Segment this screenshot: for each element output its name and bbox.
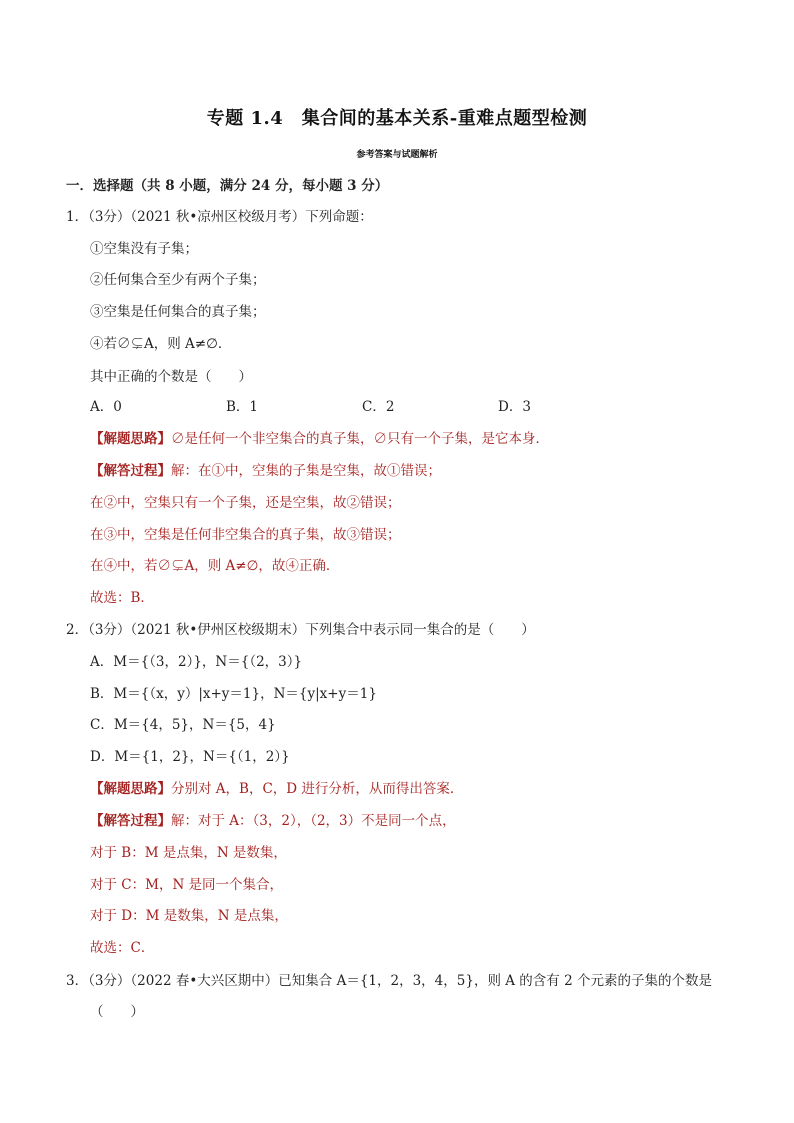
q1-process-label: 【解答过程】 bbox=[90, 463, 171, 479]
q1-option-c: C．2 bbox=[362, 399, 395, 415]
page-subtitle: 参考答案与试题解析 bbox=[356, 150, 438, 160]
q2-option-c: C．M＝{4，5}，N＝{5，4} bbox=[90, 717, 276, 733]
q1-options bbox=[90, 397, 634, 417]
q1-item-1: ①空集没有子集； bbox=[90, 241, 198, 257]
q1-ask: 其中正确的个数是（ ） bbox=[90, 369, 252, 385]
q1-option-a: A．0 bbox=[90, 399, 122, 415]
q3-stem-cont: （ ） bbox=[90, 1004, 144, 1020]
q1-answer: 故选：B． bbox=[90, 590, 154, 606]
q1-hint bbox=[90, 429, 549, 449]
q2-process-line-3: 对于 C：M，N 是同一个集合， bbox=[90, 877, 284, 893]
q1-process-line-3: 在③中，空集是任何非空集合的真子集，故③错误； bbox=[90, 527, 401, 543]
q2-hint-label: 【解题思路】 bbox=[90, 781, 171, 797]
q2-process-first: 解：对于 A：（3，2），（2，3）不是同一个点， bbox=[171, 813, 456, 829]
q1-item-2: ②任何集合至少有两个子集； bbox=[90, 272, 266, 288]
q1-option-b: B．1 bbox=[226, 399, 259, 415]
page-title: 专题 1.4 集合间的基本关系-重难点题型检测 bbox=[206, 108, 588, 129]
q2-answer: 故选：C． bbox=[90, 940, 155, 956]
q1-hint-label: 【解题思路】 bbox=[90, 431, 171, 447]
section-heading: 一．选择题（共 8 小题，满分 24 分，每小题 3 分） bbox=[66, 178, 389, 194]
q1-option-d: D．3 bbox=[498, 399, 531, 415]
q2-process-line-2: 对于 B：M 是点集，N 是数集， bbox=[90, 845, 287, 861]
q2-option-b: B．M＝{（x，y）|x+y＝1}，N＝{y|x+y＝1} bbox=[90, 686, 377, 702]
q1-item-3: ③空集是任何集合的真子集； bbox=[90, 304, 266, 320]
q2-process-line-4: 对于 D：M 是数集，N 是点集， bbox=[90, 908, 288, 924]
q1-process bbox=[90, 461, 441, 481]
q1-item-4: ④若∅⊊A，则 A≠∅． bbox=[90, 336, 232, 352]
q1-process-first: 解：在①中，空集的子集是空集，故①错误； bbox=[171, 463, 441, 479]
q2-option-a: A．M＝{（3，2）}，N＝{（2，3）} bbox=[90, 654, 303, 670]
q2-option-d: D．M＝{1，2}，N＝{（1，2）} bbox=[90, 749, 290, 765]
q1-hint-text: ∅是任何一个非空集合的真子集，∅只有一个子集，是它本身． bbox=[171, 431, 549, 447]
q1-process-line-2: 在②中，空集只有一个子集，还是空集，故②错误； bbox=[90, 495, 401, 511]
q2-process-label: 【解答过程】 bbox=[90, 813, 171, 829]
q2-stem: 2．（3分）（2021 秋•伊州区校级期末）下列集合中表示同一集合的是（ ） bbox=[66, 622, 535, 638]
q3-stem: 3．（3分）（2022 春•大兴区期中）已知集合 A＝{1，2，3，4，5}，则 A 的含有 2 个元素的子集的个数是 bbox=[66, 973, 712, 989]
q2-hint-text: 分别对 A，B，C，D 进行分析，从而得出答案． bbox=[171, 781, 464, 797]
q2-hint bbox=[90, 779, 463, 799]
q1-stem: 1．（3分）（2021 秋•凉州区校级月考）下列命题： bbox=[66, 209, 373, 225]
q2-process bbox=[90, 811, 456, 831]
q1-process-line-4: 在④中，若∅⊊A，则 A≠∅，故④正确． bbox=[90, 558, 340, 574]
